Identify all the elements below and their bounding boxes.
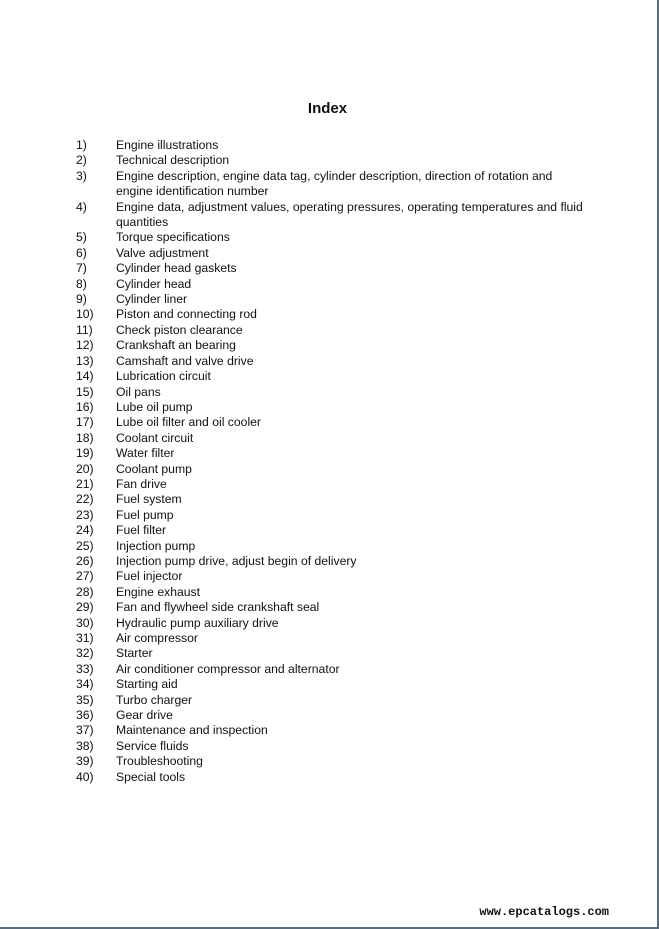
index-entry — [0, 323, 655, 338]
index-entry-number: 31) — [76, 631, 94, 645]
index-entry — [0, 539, 655, 554]
index-entry-text: Injection pump drive, adjust begin of delivery — [116, 553, 357, 568]
index-entry-number: 28) — [76, 584, 94, 599]
index-entry-text: Fan drive — [116, 476, 167, 491]
index-entry-number: 25) — [76, 538, 94, 553]
index-entry-number: 10) — [76, 307, 94, 322]
index-entry — [0, 708, 655, 723]
index-entry-text: Engine exhaust — [116, 584, 201, 599]
index-entry-text: Hydraulic pump auxiliary drive — [116, 615, 279, 630]
index-entry-text: Cylinder liner — [116, 292, 188, 307]
index-entry-number: 38) — [76, 738, 94, 753]
index-entry-number: 29) — [76, 600, 94, 615]
index-entry — [0, 354, 655, 369]
index-entry — [0, 754, 655, 769]
index-entry-number: 8) — [76, 276, 87, 291]
index-entry-number: 37) — [76, 723, 94, 738]
footer-url: www.epcatalogs.com — [479, 905, 609, 919]
index-entry-number: 33) — [76, 661, 94, 676]
index-entry-number: 11) — [76, 322, 93, 337]
index-entry-text: Air conditioner compressor and alternator — [116, 661, 340, 676]
index-entry — [0, 693, 655, 708]
index-entry-number: 23) — [76, 507, 94, 522]
index-entry-text: Starting aid — [116, 677, 178, 692]
index-entry-number: 35) — [76, 692, 94, 707]
index-entry-text: Engine description, engine data tag, cylinder description, direction of rotation and engine identification number — [116, 168, 553, 199]
index-entry-number: 21) — [76, 476, 94, 491]
index-entry — [0, 338, 655, 353]
index-entry — [0, 723, 655, 738]
index-entry — [0, 431, 655, 446]
index-entry-number: 4) — [76, 199, 87, 214]
index-entry-text: Torque specifications — [116, 230, 230, 245]
index-entry-number: 5) — [76, 230, 87, 245]
index-entry-number: 9) — [76, 292, 87, 307]
index-entry — [0, 230, 655, 245]
index-entry — [0, 169, 655, 200]
index-entry — [0, 462, 655, 477]
index-entry-text: Turbo charger — [116, 692, 193, 707]
index-entry — [0, 600, 655, 615]
index-entry-number: 1) — [76, 138, 87, 152]
index-entry-number: 34) — [76, 677, 94, 692]
index-entry-number: 22) — [76, 492, 94, 507]
index-entry — [0, 523, 655, 538]
index-entry-number: 26) — [76, 553, 94, 568]
index-entry — [0, 508, 655, 523]
index-entry-text: Fan and flywheel side crankshaft seal — [116, 600, 320, 615]
page-title: Index — [307, 100, 348, 117]
index-entry-number: 36) — [76, 708, 94, 723]
index-entry — [0, 400, 655, 415]
index-entry-number: 3) — [76, 168, 87, 183]
index-entry — [0, 492, 655, 507]
index-entry-number: 15) — [76, 384, 94, 399]
index-entry-text: Camshaft and valve drive — [116, 353, 254, 368]
index-entry — [0, 385, 655, 400]
index-entry-number: 17) — [76, 415, 94, 430]
index-entry — [0, 369, 655, 384]
index-entry-number: 20) — [76, 461, 94, 476]
index-entry — [0, 246, 655, 261]
index-entry — [0, 677, 655, 692]
index-entry — [0, 616, 655, 631]
index-entry-text: Fuel pump — [116, 507, 174, 522]
index-entry — [0, 569, 655, 584]
index-entry-number: 39) — [76, 754, 94, 769]
index-entry-number: 18) — [76, 430, 94, 445]
index-entry-number: 16) — [76, 399, 94, 414]
index-entry — [0, 585, 655, 600]
index-entry — [0, 446, 655, 461]
index-entry-text: Air compressor — [116, 631, 198, 645]
index-entry — [0, 292, 655, 307]
index-entry-number: 24) — [76, 523, 94, 538]
index-entry — [0, 138, 655, 153]
index-entry — [0, 153, 655, 168]
index-entry-text: Coolant circuit — [116, 430, 194, 445]
index-entry-text: Lube oil pump — [116, 399, 193, 414]
index-entry — [0, 415, 655, 430]
index-entry-text: Injection pump — [116, 538, 196, 553]
index-entry-number: 30) — [76, 615, 94, 630]
index-entry — [0, 477, 655, 492]
index-entry-number: 2) — [76, 153, 87, 168]
index-entry — [0, 662, 655, 677]
index-list — [0, 138, 655, 785]
index-entry-number: 12) — [76, 338, 94, 353]
index-entry-text: Starter — [116, 646, 153, 661]
index-entry-number: 14) — [76, 369, 94, 384]
index-entry-text: Oil pans — [116, 384, 161, 399]
index-entry-text: Coolant pump — [116, 461, 192, 476]
index-entry — [0, 307, 655, 322]
index-entry-text: Water filter — [116, 446, 175, 461]
index-entry-text: Cylinder head gaskets — [116, 261, 237, 276]
index-entry-text: Valve adjustment — [116, 245, 209, 260]
index-entry-text: Fuel filter — [116, 523, 167, 538]
index-entry-text: Troubleshooting — [116, 754, 203, 769]
index-entry-number: 7) — [76, 261, 87, 276]
index-entry-text: Gear drive — [116, 708, 173, 723]
index-entry-text: Technical description — [116, 153, 230, 168]
index-entry-number: 13) — [76, 353, 94, 368]
index-entry-text: Engine data, adjustment values, operating pressures, operating temperatures and fluid quantities — [116, 199, 583, 230]
index-entry-text: Lubrication circuit — [116, 369, 211, 384]
index-entry-text: Maintenance and inspection — [116, 723, 268, 738]
index-entry-text: Piston and connecting rod — [116, 307, 257, 322]
index-entry — [0, 277, 655, 292]
index-entry-number: 27) — [76, 569, 94, 584]
index-entry-text: Lube oil filter and oil cooler — [116, 415, 261, 430]
index-entry-text: Crankshaft an bearing — [116, 338, 236, 353]
index-entry-number: 6) — [76, 245, 87, 260]
index-entry — [0, 261, 655, 276]
index-entry — [0, 631, 655, 646]
index-entry-text: Cylinder head — [116, 276, 192, 291]
index-entry — [0, 554, 655, 569]
index-entry-text: Fuel system — [116, 492, 182, 507]
index-entry-number: 19) — [76, 446, 94, 461]
index-entry — [0, 646, 655, 661]
index-entry-text: Special tools — [116, 769, 186, 784]
index-entry-text: Fuel injector — [116, 569, 183, 584]
index-entry-number: 40) — [76, 769, 94, 784]
index-entry-text: Engine illustrations — [116, 138, 219, 152]
index-entry — [0, 739, 655, 754]
index-entry-text: Check piston clearance — [116, 322, 243, 337]
index-entry-text: Service fluids — [116, 738, 189, 753]
index-entry — [0, 200, 655, 231]
index-entry-number: 32) — [76, 646, 94, 661]
index-entry — [0, 770, 655, 785]
